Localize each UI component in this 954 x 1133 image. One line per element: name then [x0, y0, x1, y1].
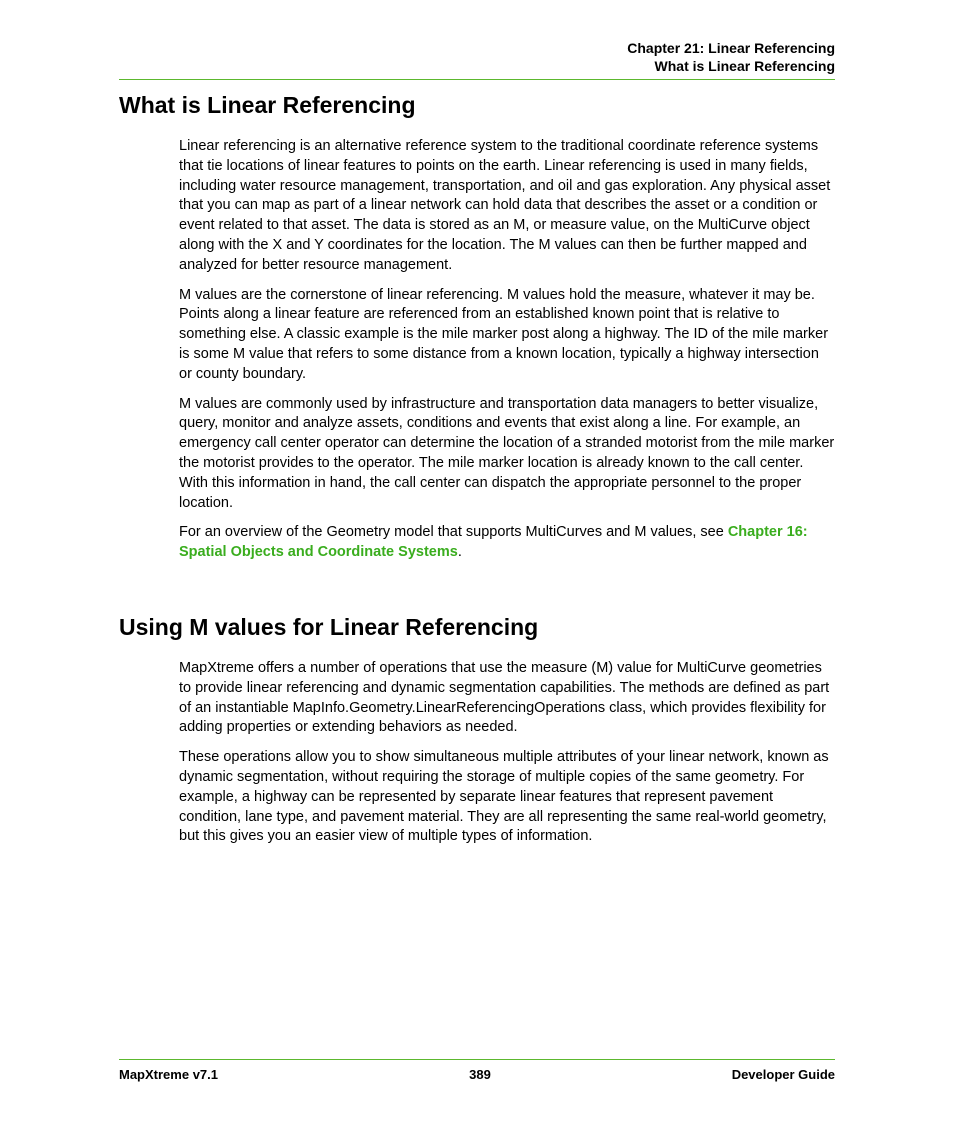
paragraph: Linear referencing is an alternative reference system to the traditional coordinate reference systems that tie locations of linear features to points on the earth. Linear referencing is used in many fields, including water resource management, transportation, and oil and gas exploration. Any physical asset that you can map as part of a linear network can hold data that describes the asset or a condition or event related to that asset. The data is stored as an M, or measure value, on the MultiCurve object along with the X and Y coordinates for the location. The M values can then be further mapped and analyzed for better resource management.	[179, 138, 831, 273]
overview-paragraph	[179, 523, 835, 563]
running-header	[119, 39, 835, 75]
footer-guide: Developer Guide	[731, 1067, 835, 1082]
paragraph: These operations allow you to show simultaneous multiple attributes of your linear network, known as dynamic segmentation, without requiring the storage of multiple copies of the same geometry. For example, a highway can be represented by separate linear features that represent pavement condition, lane type, and pavement material. They are all representing the same real-world geometry, but this gives you an easier view of multiple types of information.	[179, 749, 829, 845]
header-rule	[119, 79, 835, 80]
paragraph: M values are commonly used by infrastructure and transportation data managers to better visualize, query, monitor and analyze assets, conditions and events that exist along a line. For example, an emergency call center operator can determine the location of a stranded motorist from the mile marker the motorist provides to the operator. The mile marker location is already known to the call center. With this information in hand, the call center can dispatch the appropriate personnel to the proper location.	[179, 395, 835, 511]
footer-page-number: 389	[469, 1067, 491, 1082]
footer-product: MapXtreme v7.1	[119, 1067, 218, 1082]
paragraph: MapXtreme offers a number of operations that use the measure (M) value for MultiCurve geometries to provide linear referencing and dynamic segmentation capabilities. The methods are defined as part of an instantiable MapInfo.Geometry.LinearReferencingOperations class, which provides flexibility for adding properties or extending behaviors as needed.	[179, 660, 830, 736]
section-body-what-is	[179, 137, 835, 573]
section-heading-using-m-values: Using M values for Linear Referencing	[119, 614, 539, 640]
header-section: What is Linear Referencing	[654, 58, 835, 74]
chapter-16-link[interactable]: Chapter 16: Spatial Objects and Coordinate Systems	[179, 524, 808, 561]
overview-prefix: For an overview of the Geometry model that supports MultiCurves and M values, see	[179, 524, 728, 541]
section-body-using-m-values	[179, 659, 835, 857]
section-heading-what-is: What is Linear Referencing	[119, 92, 416, 118]
footer-rule	[119, 1059, 835, 1060]
paragraph: M values are the cornerstone of linear referencing. M values hold the measure, whatever it may be. Points along a linear feature are referenced from an established known point that is relative to something else. A classic example is the mile marker post along a highway. The ID of the mile marker is some M value that refers to some distance from a known location, typically a highway intersection or county boundary.	[179, 286, 829, 382]
header-chapter: Chapter 21: Linear Referencing	[627, 40, 835, 56]
overview-suffix: .	[457, 544, 462, 561]
